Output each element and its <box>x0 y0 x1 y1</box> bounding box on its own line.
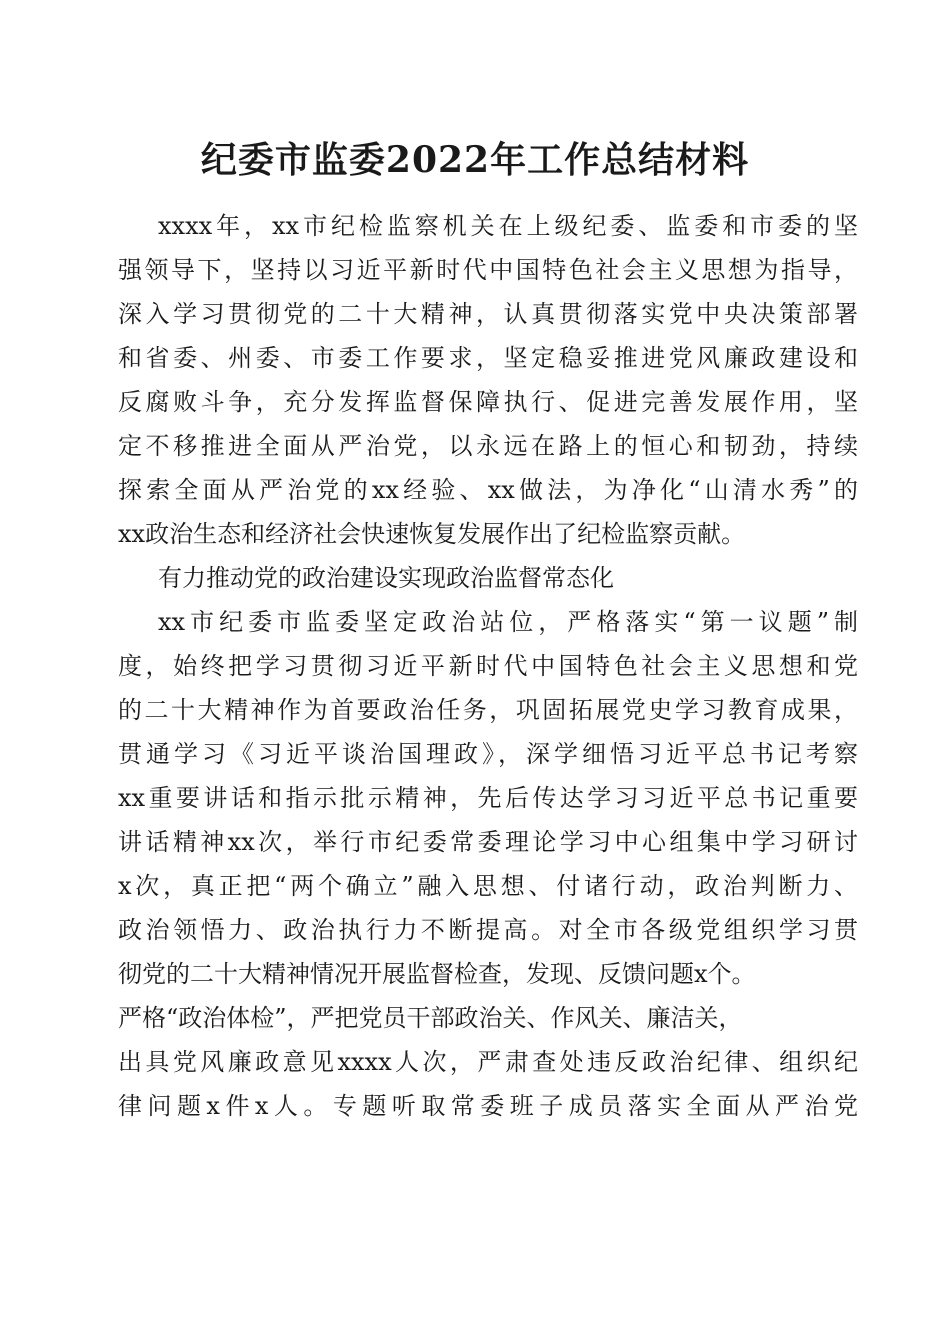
text-line: 律问题x件x人。专题听取常委班子成员落实全面从严治党 <box>118 1092 858 1120</box>
text-line: 和省委、州委、市委工作要求，坚定稳妥推进党风廉政建设和 <box>118 344 858 372</box>
document-title: 纪委市监委2022年工作总结材料 <box>200 139 750 181</box>
section-heading: 有力推动党的政治建设实现政治监督常态化 <box>158 564 614 592</box>
text-line: 出具党风廉政意见xxxx人次，严肃查处违反政治纪律、组织纪 <box>118 1048 858 1076</box>
text-line: 强领导下，坚持以习近平新时代中国特色社会主义思想为指导， <box>118 256 858 284</box>
text-line: 严格“政治体检”，严把党员干部政治关、作风关、廉洁关， <box>118 1004 743 1032</box>
text-line: xxxx年，xx市纪检监察机关在上级纪委、监委和市委的坚 <box>158 212 858 240</box>
text-line: 贯通学习《习近平谈治国理政》，深学细悟习近平总书记考察 <box>118 740 858 768</box>
text-line: 反腐败斗争，充分发挥监督保障执行、促进完善发展作用，坚 <box>118 388 858 416</box>
text-line: 深入学习贯彻党的二十大精神，认真贯彻落实党中央决策部署 <box>118 300 858 328</box>
document-body <box>118 204 858 1128</box>
text-line: xx重要讲话和指示批示精神，先后传达学习习近平总书记重要 <box>118 784 858 812</box>
text-line: 定不移推进全面从严治党，以永远在路上的恒心和韧劲，持续 <box>118 432 858 460</box>
text-line: 的二十大精神作为首要政治任务，巩固拓展党史学习教育成果， <box>118 696 858 724</box>
text-line: 探索全面从严治党的xx经验、xx做法，为净化“山清水秀”的 <box>118 476 858 504</box>
text-line: x次，真正把“两个确立”融入思想、付诸行动，政治判断力、 <box>118 872 858 900</box>
text-line: xx市纪委市监委坚定政治站位，严格落实“第一议题”制 <box>158 608 858 636</box>
text-line: 政治领悟力、政治执行力不断提高。对全市各级党组织学习贯 <box>118 916 858 944</box>
text-line: 度，始终把学习贯彻习近平新时代中国特色社会主义思想和党 <box>118 652 858 680</box>
text-line: xx政治生态和经济社会快速恢复发展作出了纪检监察贡献。 <box>118 520 746 548</box>
text-line: 讲话精神xx次，举行市纪委常委理论学习中心组集中学习研讨 <box>118 828 858 856</box>
text-line: 彻党的二十大精神情况开展监督检查，发现、反馈问题x个。 <box>118 960 756 988</box>
